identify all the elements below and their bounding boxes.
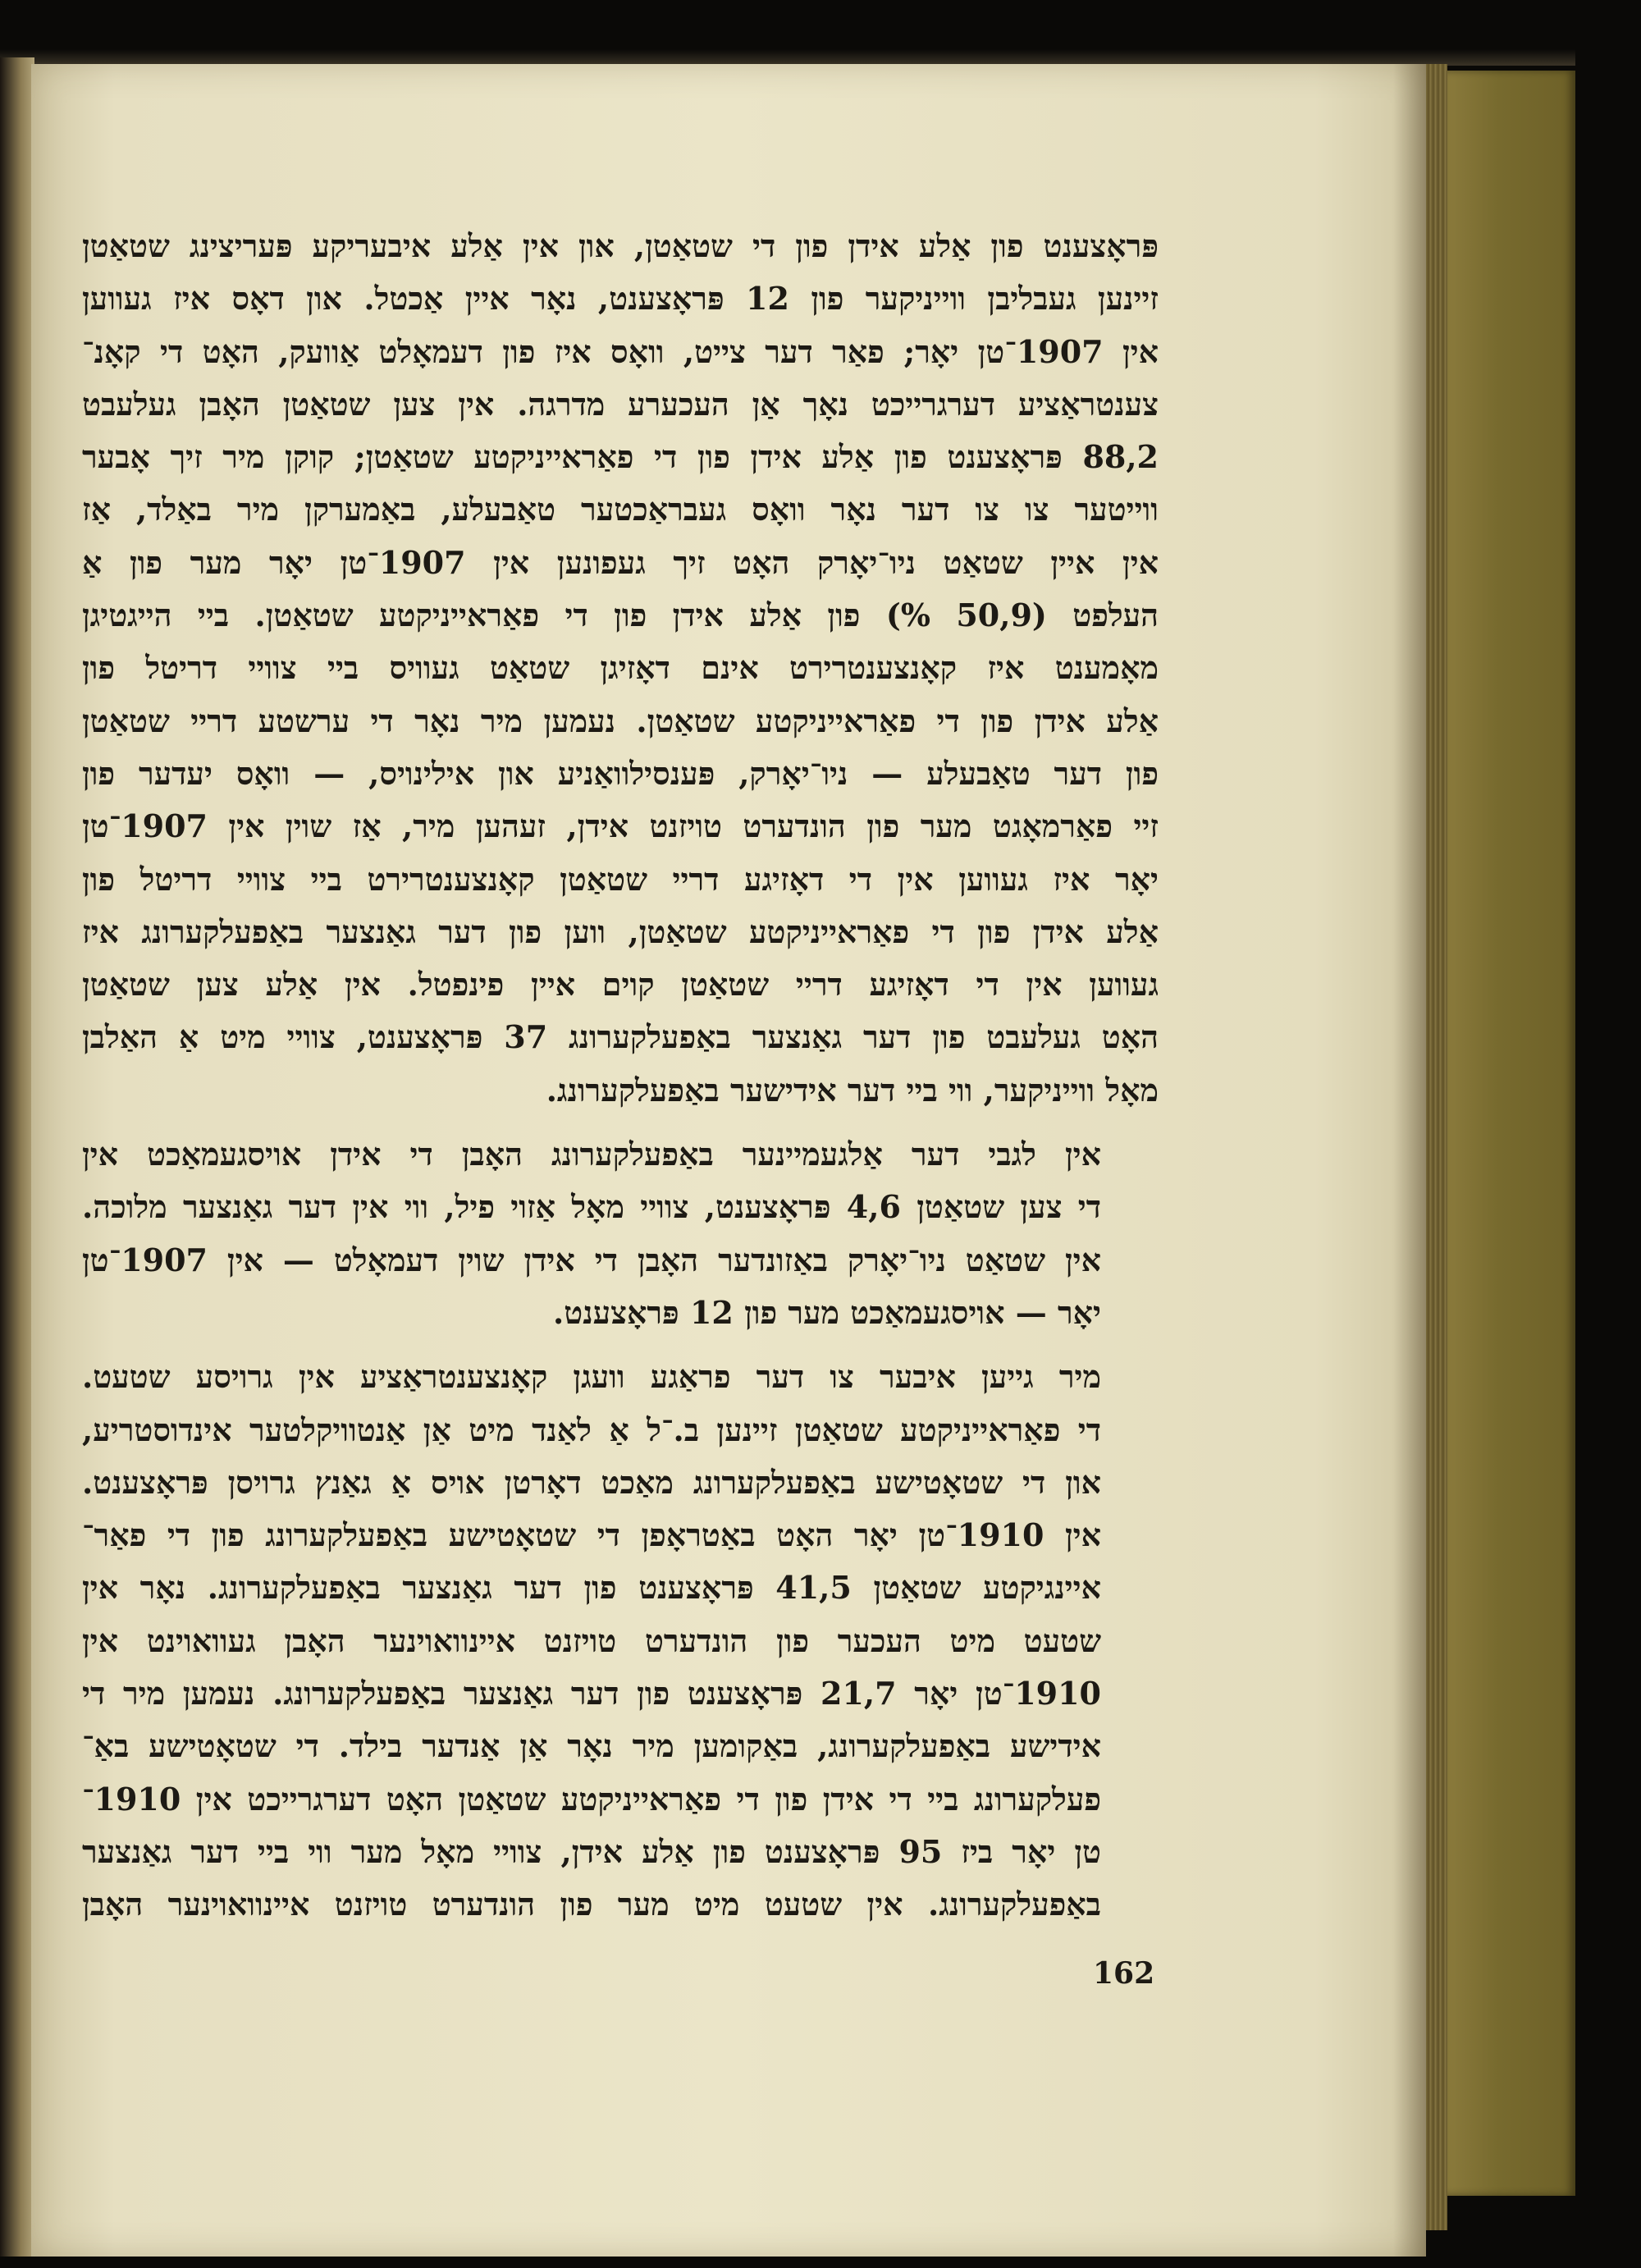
text-line: שטעט מיט העכער פון הונדערט טויזנט איינוואוינער האָבן געוואוינט אין <box>82 1621 1101 1659</box>
text-line: צענטראַציע דערגרייכט נאָך אַן העכערע מדרגה. אין צען שטאַטן האָבן געלעבט <box>82 385 1159 423</box>
text-line: אידישע באַפעלקערונג, באַקומען מיר נאָר אַן אַנדער בילד. די שטאָטישע באַ־ <box>82 1727 1101 1765</box>
gutter-shadow <box>1393 64 1426 2257</box>
text-line: העלפט (50,9 %) פון אַלע אידן פון די פאַראייניקטע שטאַטן. ביי הייגטיגן <box>82 597 1159 634</box>
book-fore-edge <box>1426 64 1447 2230</box>
text-line: געווען אין די דאָזיגע דריי שטאַטן קוים איין פינפטל. אין אַלע צען שטאַטן <box>82 966 1159 1004</box>
text-line: יאָר — אויסגעמאַכט מער פון 12 פּראָצענט. <box>553 1293 1101 1331</box>
text-line: מאָמענט איז קאָנצענטרירט אינם דאָזיגן שטאַט געוויס ביי צוויי דריטל פון <box>82 649 1159 687</box>
text-line: יאָר איז געווען אין די דאָזיגע דריי שטאַטן קאָנצענטרירט ביי צוויי דריטל פון <box>82 860 1159 898</box>
text-line: און די שטאָטישע באַפעלקערונג מאַכט דאָרטן אויס אַ גאַנץ גרויסן פּראָצענט. <box>82 1463 1101 1501</box>
text-line: אין לגבי דער אַלגעמיינער באַפעלקערונג האָבן די אידן אויסגעמאַכט אין <box>82 1136 1101 1173</box>
text-line: איינגיקטע שטאַטן 41,5 פּראָצענט פון דער גאַנצער באַפעלקערונג. נאָר אין <box>82 1569 1102 1607</box>
text-line: 1910־טן יאָר 21,7 פּראָצענט פון דער גאַנצער באַפעלקערונג. נעמען מיר די <box>82 1675 1101 1712</box>
text-line: 88,2 פּראָצענט פון אַלע אידן פון די פאַראייניקטע שטאַטן; קוקן מיר זיך אָבער <box>82 438 1159 476</box>
text-line: אין 1910־טן יאָר האָט באַטראָפן די שטאָטישע באַפעלקערונג פון די פאַר־ <box>82 1516 1102 1554</box>
text-line: זיינען געבליבן ווייניקער פון 12 פּראָצענט, נאָר איין אַכטל. און דאָס איז געווען <box>82 280 1159 318</box>
text-line: מאָל ווייניקער, ווי ביי דער אידישער באַפעלקערונג. <box>546 1071 1159 1109</box>
text-line: אין 1907־טן יאָר; פאַר דער צייט, וואָס איז פון דעמאָלט אַוועק, האָט די קאָנ־ <box>82 332 1159 370</box>
text-line: ווייטער צו צו דער נאָר וואָס געבראַכטער טאַבעלע, באַמערקן מיר באַלד, אַז <box>82 491 1159 528</box>
text-line: די פאַראייניקטע שטאַטן זיינען ב.־ל אַ לאַנד מיט אַן אַנטוויקלטער אינדוסטריע, <box>82 1411 1101 1448</box>
paragraph-3 <box>82 1351 1159 1931</box>
text-line: טן יאָר ביז 95 פּראָצענט פון אַלע אידן, צוויי מאָל מער ווי ביי דער גאַנצער <box>82 1832 1102 1870</box>
text-line: פון דער טאַבעלע — ניו־יאָרק, פּענסילוואַניע און אילינויס, — וואָס יעדער פון <box>82 754 1159 792</box>
text-line: אַלע אידן פון די פאַראייניקטע שטאַטן. נעמען מיר נאָר די ערשטע דריי שטאַטן <box>82 702 1159 739</box>
page-number: 162 <box>1093 1956 1155 1991</box>
book-cover <box>1447 71 1575 2196</box>
previous-page-edge <box>0 57 34 2257</box>
text-line: פעלקערונג ביי די אידן פון די פאַראייניקטע שטאַטן האָט דערגרייכט אין 1910־ <box>82 1780 1101 1818</box>
text-line: די צען שטאַטן 4,6 פּראָצענט, צוויי מאָל אַזוי פיל, ווי אין דער גאַנצער מלוכה. <box>82 1188 1102 1226</box>
body-text <box>82 220 1159 1932</box>
text-line: אין איין שטאַט ניו־יאָרק האָט זיך געפונען אין 1907־טן יאָר מער פון אַ <box>82 543 1159 581</box>
paragraph-2 <box>82 1128 1159 1339</box>
text-line: פּראָצענט פון אַלע אידן פון די שטאַטן, און אין אַלע איבעריקע פּעריצינג שטאַטן <box>82 227 1159 264</box>
text-line: זיי פאַרמאָגט מער פון הונדערט טויזנט אידן, זעהען מיר, אַז שוין אין 1907־טן <box>82 807 1159 845</box>
text-line: אַלע אידן פון די פאַראייניקטע שטאַטן, ווען פון דער גאַנצער באַפעלקערונג איז <box>82 912 1159 950</box>
text-line: אין שטאַט ניו־יאָרק באַזונדער האָבן די אידן שוין דעמאָלט — אין 1907־טן <box>82 1241 1101 1278</box>
text-line: האָט געלעבט פון דער גאַנצער באַפעלקערונג 37 פּראָצענט, צוויי מיט אַ האַלבן <box>82 1018 1159 1056</box>
text-line: באַפעלקערונג. אין שטעט מיט מער פון הונדערט טויזנט איינוואוינער האָבן <box>82 1886 1101 1923</box>
paragraph-1 <box>82 220 1159 1117</box>
text-line: מיר גייען איבער צו דער פראַגע וועגן קאָנצענטראַציע אין גרויסע שטעט. <box>82 1358 1101 1396</box>
scan-top-edge <box>0 49 1575 66</box>
